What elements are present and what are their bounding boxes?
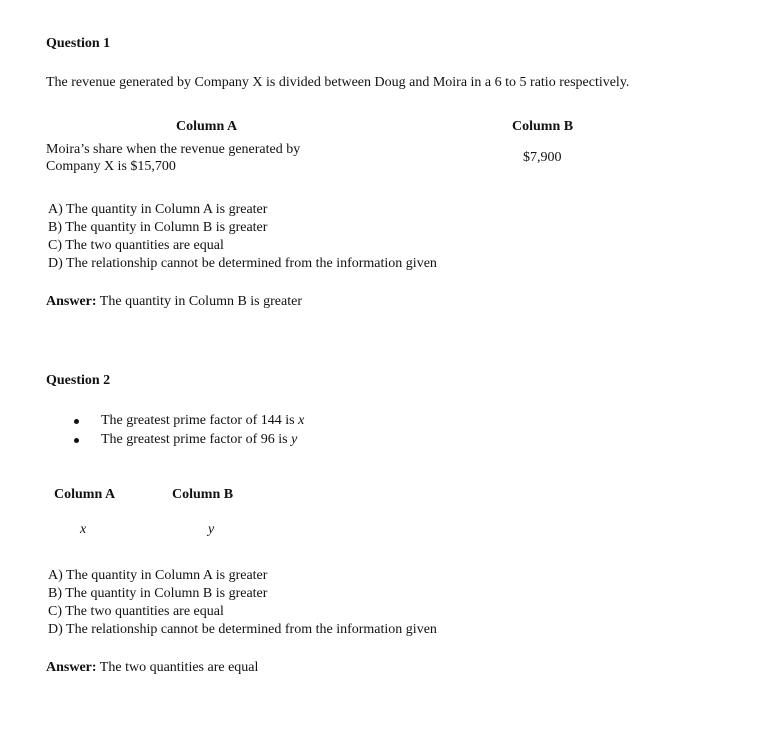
bullet-icon bbox=[74, 438, 79, 443]
q1-option-d: D) The relationship cannot be determined from the information given bbox=[48, 256, 437, 271]
question-1-heading: Question 1 bbox=[46, 36, 111, 51]
q2-bullet-2 bbox=[101, 432, 297, 448]
q2-column-a-header: Column A bbox=[54, 487, 116, 502]
bullet-icon bbox=[74, 419, 79, 424]
q2-bullet-1-var: x bbox=[298, 413, 305, 428]
q1-column-a-header: Column A bbox=[176, 119, 238, 134]
q2-bullet-2-text: The greatest prime factor of 96 is bbox=[101, 432, 292, 447]
question-2-heading: Question 2 bbox=[46, 373, 111, 388]
q2-bullet-1-text: The greatest prime factor of 144 is bbox=[101, 413, 299, 428]
q1-answer-label: Answer: bbox=[46, 294, 97, 309]
q1-answer-text: The quantity in Column B is greater bbox=[99, 294, 302, 309]
q1-column-a-text-line2: Company X is $15,700 bbox=[46, 159, 176, 174]
q1-column-b-value: $7,900 bbox=[523, 150, 562, 165]
q2-answer bbox=[46, 660, 258, 676]
question-1-prompt: The revenue generated by Company X is divided between Doug and Moira in a 6 to 5 ratio respectively. bbox=[46, 75, 630, 90]
q2-column-b-value: y bbox=[208, 522, 215, 537]
q2-option-b: B) The quantity in Column B is greater bbox=[48, 586, 268, 601]
q1-column-b-header: Column B bbox=[512, 119, 574, 134]
q2-option-d: D) The relationship cannot be determined from the information given bbox=[48, 622, 437, 637]
q2-column-a-value: x bbox=[80, 522, 87, 537]
q1-option-a: A) The quantity in Column A is greater bbox=[48, 202, 268, 217]
q2-option-c: C) The two quantities are equal bbox=[48, 604, 224, 619]
q2-column-b-header: Column B bbox=[172, 487, 234, 502]
q2-bullet-2-var: y bbox=[291, 432, 298, 447]
q1-column-a-text-line1: Moira’s share when the revenue generated by bbox=[46, 142, 301, 157]
q1-option-b: B) The quantity in Column B is greater bbox=[48, 220, 268, 235]
q2-answer-label: Answer: bbox=[46, 660, 97, 675]
q1-option-c: C) The two quantities are equal bbox=[48, 238, 224, 253]
q2-answer-text: The two quantities are equal bbox=[99, 660, 259, 675]
q1-answer bbox=[46, 294, 302, 310]
q2-option-a: A) The quantity in Column A is greater bbox=[48, 568, 268, 583]
q2-bullet-1 bbox=[101, 413, 304, 429]
